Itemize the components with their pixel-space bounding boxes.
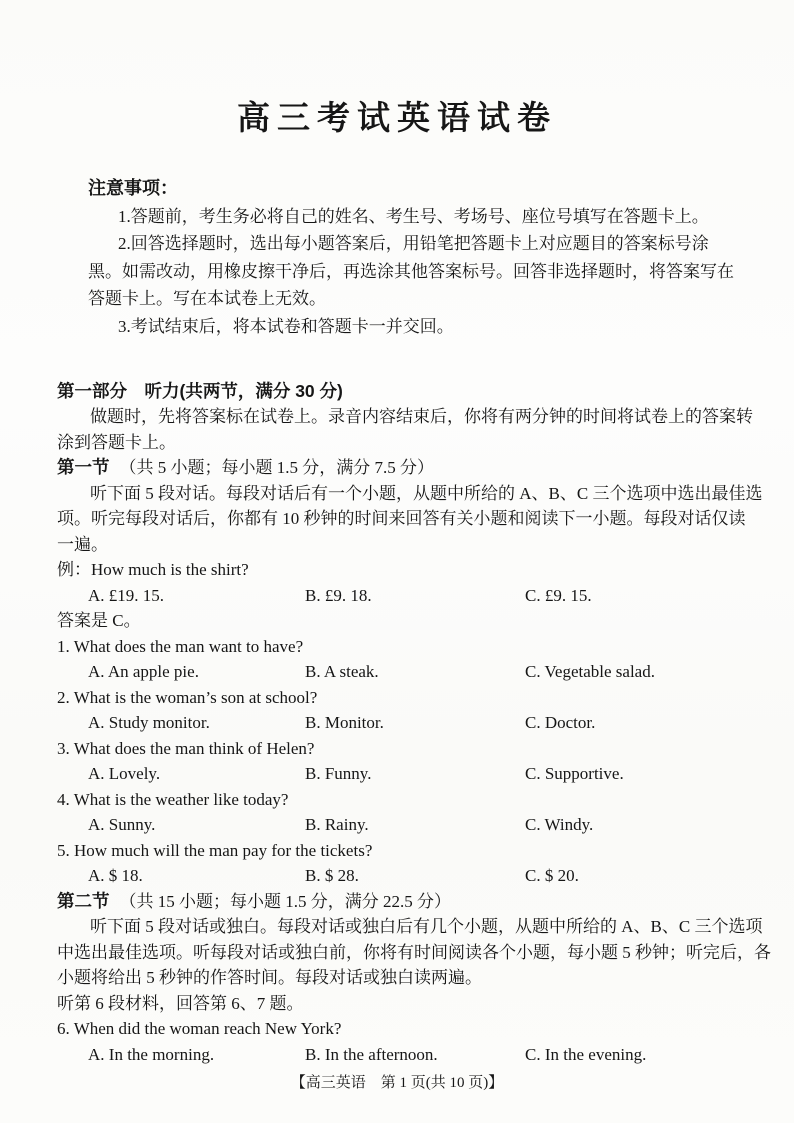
question-prompt: 6. When did the woman reach New York? [57, 1019, 342, 1039]
option-c: C. $ 20. [525, 866, 579, 886]
notice-line: 2.回答选择题时，选出每小题答案后，用铅笔把答题卡上对应题目的答案标号涂 [118, 234, 709, 254]
question-prompt: 5. How much will the man pay for the tickets? [57, 840, 373, 860]
notice-line: 1.答题前，考生务必将自己的姓名、考生号、考场号、座位号填写在答题卡上。 [118, 206, 709, 226]
option-b: B. Monitor. [305, 713, 384, 733]
section2-title: 第二节 [57, 890, 110, 911]
question-prompt: 4. What is the weather like today? [57, 789, 289, 809]
example-options-row [57, 583, 744, 609]
option-a: A. In the morning. [88, 1044, 215, 1064]
page-title: 高三考试英语试卷 [237, 99, 557, 136]
section2-instruction-line: 小题将给出 5 秒钟的作答时间。每段对话或独白读两遍。 [57, 968, 482, 988]
option-b: B. Funny. [305, 764, 372, 784]
notice-heading: 注意事项： [88, 178, 178, 198]
section2-title-note: （共 15 小题；每小题 1.5 分，满分 22.5 分） [119, 891, 451, 911]
section2-instruction-line: 中选出最佳选项。听每段对话或独白前，你将有时间阅读各个小题，每小题 5 秒钟；听完后，各 [57, 942, 771, 962]
section1-instruction-line: 项。听完每段对话后，你都有 10 秒钟的时间来回答有关小题和阅读下一小题。每段对话仅读 [57, 509, 746, 529]
options-row [57, 812, 744, 838]
part1-intro-line: 涂到答题卡上。 [57, 432, 176, 452]
question-block [57, 736, 744, 787]
option-c: C. Windy. [525, 815, 594, 835]
part1-heading: 第一部分 听力(共两节，满分 30 分) [57, 380, 343, 401]
options-row [57, 1042, 744, 1068]
option-c: C. In the evening. [525, 1044, 647, 1064]
section1-title: 第一节 [57, 457, 110, 478]
example-answer: 答案是 C。 [57, 611, 141, 631]
page-footer: 【高三英语 第 1 页(共 10 页)】 [290, 1075, 504, 1092]
option-c: C. Vegetable salad. [525, 662, 655, 682]
options-row [57, 710, 744, 736]
option-a: A. $ 18. [88, 866, 143, 886]
question-block [57, 634, 744, 685]
example-block [57, 557, 744, 634]
option-a: A. Sunny. [88, 815, 156, 835]
option-b: B. In the afternoon. [305, 1044, 438, 1064]
material-note: 听第 6 段材料，回答第 6、7 题。 [57, 993, 304, 1013]
notice-line: 3.考试结束后，将本试卷和答题卡一并交回。 [118, 316, 454, 336]
option-b: B. £9. 18. [305, 585, 372, 605]
notice-line: 答题卡上。写在本试卷上无效。 [88, 289, 326, 309]
option-a: A. An apple pie. [88, 662, 199, 682]
section1-heading [57, 455, 744, 481]
option-b: B. Rainy. [305, 815, 369, 835]
option-b: B. $ 28. [305, 866, 359, 886]
option-c: C. Doctor. [525, 713, 596, 733]
part1-intro-line: 做题时，先将答案标在试卷上。录音内容结束后，你将有两分钟的时间将试卷上的答案转 [90, 407, 753, 427]
option-c: C. Supportive. [525, 764, 624, 784]
option-a: A. Study monitor. [88, 713, 210, 733]
option-b: B. A steak. [305, 662, 379, 682]
option-a: A. Lovely. [88, 764, 161, 784]
section1-title-note: （共 5 小题；每小题 1.5 分，满分 7.5 分） [119, 458, 434, 478]
notice-section [88, 175, 734, 341]
section2-heading [57, 889, 744, 915]
question-block [57, 1016, 744, 1067]
section1-instruction-line: 听下面 5 段对话。每段对话后有一个小题，从题中所给的 A、B、C 三个选项中选出最佳选 [90, 483, 763, 503]
question-block [57, 787, 744, 838]
section1-instruction-line: 一遍。 [57, 534, 108, 554]
question-prompt: 1. What does the man want to have? [57, 636, 304, 656]
option-a: A. £19. 15. [88, 585, 165, 605]
option-c: C. £9. 15. [525, 585, 592, 605]
options-row [57, 863, 744, 889]
question-prompt: 2. What is the woman’s son at school? [57, 687, 318, 707]
example-prompt: 例：How much is the shirt? [57, 560, 249, 580]
question-block [57, 685, 744, 736]
options-row [57, 761, 744, 787]
question-prompt: 3. What does the man think of Helen? [57, 738, 315, 758]
section2-instruction-line: 听下面 5 段对话或独白。每段对话或独白后有几个小题，从题中所给的 A、B、C 三个选项 [90, 917, 763, 937]
question-block [57, 838, 744, 889]
part1-section [57, 379, 771, 1068]
notice-line: 黑。如需改动，用橡皮擦干净后，再选涂其他答案标号。回答非选择题时，将答案写在 [88, 261, 734, 281]
options-row [57, 659, 744, 685]
